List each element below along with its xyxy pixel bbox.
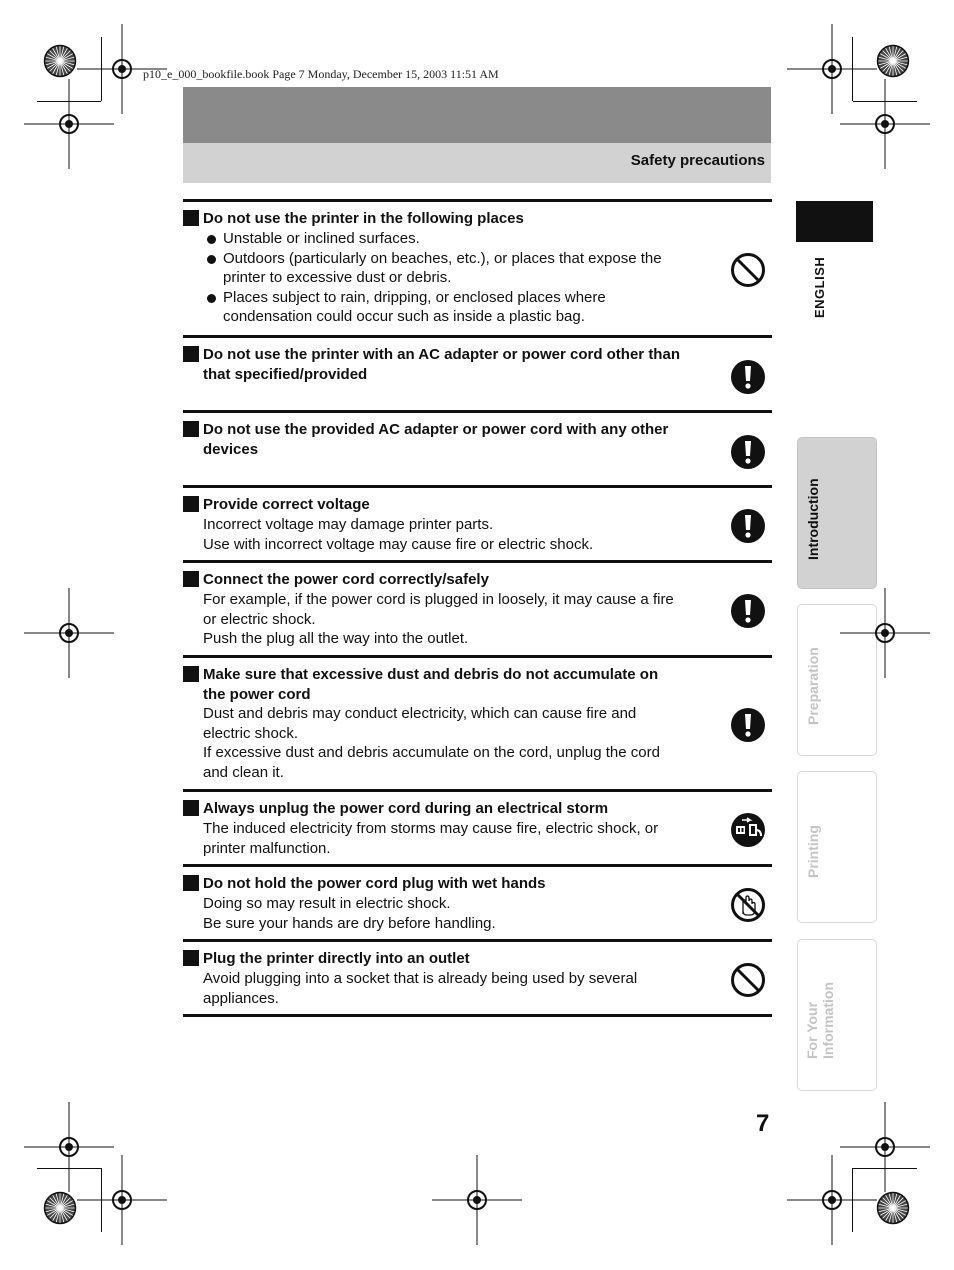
section-marker bbox=[183, 496, 199, 512]
no-wet-hands-icon bbox=[730, 887, 766, 923]
safety-section bbox=[183, 789, 772, 864]
section-title: Provide correct voltage bbox=[203, 496, 370, 513]
mandatory-icon bbox=[730, 508, 766, 544]
page-title: Safety precautions bbox=[630, 152, 765, 169]
prohibition-icon bbox=[730, 962, 766, 998]
safety-section bbox=[183, 199, 772, 335]
body-text: For example, if the power cord is plugged in loosely, it may cause a fire or electric shock. bbox=[203, 591, 674, 628]
section-title: Connect the power cord correctly/safely bbox=[203, 571, 489, 588]
safety-section bbox=[183, 410, 772, 485]
body-text: Avoid plugging into a socket that is already being used by several appliances. bbox=[203, 970, 638, 1007]
section-title: Do not use the printer in the following places bbox=[203, 210, 524, 227]
registration-target bbox=[876, 44, 910, 78]
safety-section bbox=[183, 485, 772, 560]
body-text: If excessive dust and debris accumulate on the cord, unplug the cord and clean it. bbox=[203, 744, 660, 781]
crosshair-mark bbox=[432, 1155, 522, 1245]
bullet-item: Unstable or inclined surfaces. bbox=[203, 229, 683, 249]
safety-section bbox=[183, 864, 772, 939]
trim-line bbox=[37, 1168, 101, 1169]
tab-label: Introduction bbox=[805, 478, 821, 560]
mandatory-icon bbox=[730, 359, 766, 395]
tab-label: Preparation bbox=[805, 647, 821, 725]
body-text: Be sure your hands are dry before handling. bbox=[203, 914, 496, 932]
section-title: Make sure that excessive dust and debris do not accumulate on the power cord bbox=[203, 666, 659, 703]
header-band bbox=[183, 143, 771, 183]
section-marker bbox=[183, 571, 199, 587]
section-marker bbox=[183, 950, 199, 966]
safety-section bbox=[183, 939, 772, 1017]
safety-section bbox=[183, 335, 772, 410]
tab-for-your-information[interactable] bbox=[797, 939, 877, 1091]
crosshair-mark bbox=[840, 79, 930, 169]
trim-line bbox=[853, 1168, 917, 1169]
prohibition-icon bbox=[730, 252, 766, 288]
registration-target bbox=[43, 1191, 77, 1225]
section-marker bbox=[183, 875, 199, 891]
safety-section bbox=[183, 560, 772, 655]
section-body bbox=[203, 894, 683, 933]
section-body bbox=[203, 969, 683, 1008]
section-marker bbox=[183, 800, 199, 816]
safety-sections bbox=[183, 199, 772, 1017]
crosshair-mark bbox=[24, 588, 114, 678]
body-text: Incorrect voltage may damage printer parts. bbox=[203, 516, 494, 533]
tab-printing[interactable] bbox=[797, 771, 877, 923]
trim-line bbox=[101, 1168, 102, 1232]
unplug-icon bbox=[730, 812, 766, 848]
section-marker bbox=[183, 346, 199, 362]
section-bullets bbox=[203, 229, 683, 327]
section-title: Plug the printer directly into an outlet bbox=[203, 950, 470, 967]
section-body bbox=[203, 590, 683, 649]
body-text: Push the plug all the way into the outlet. bbox=[203, 630, 469, 648]
crosshair-mark bbox=[840, 588, 930, 678]
section-marker bbox=[183, 666, 199, 682]
mandatory-icon bbox=[730, 434, 766, 470]
section-title: Always unplug the power cord during an electrical storm bbox=[203, 800, 609, 817]
safety-section bbox=[183, 655, 772, 789]
trim-line bbox=[853, 101, 917, 102]
section-marker bbox=[183, 210, 199, 226]
trim-line bbox=[852, 1168, 853, 1232]
mandatory-icon bbox=[730, 707, 766, 743]
language-block bbox=[796, 201, 873, 242]
section-title: Do not use the printer with an AC adapter or power cord other than that specified/provided bbox=[203, 346, 680, 383]
section-body bbox=[203, 704, 683, 782]
body-text: The induced electricity from storms may cause fire, electric shock, or printer malfunction. bbox=[203, 820, 659, 857]
mandatory-icon bbox=[730, 593, 766, 629]
bullet-item: Outdoors (particularly on beaches, etc.), or places that expose the printer to excessive dust or debris. bbox=[203, 249, 683, 288]
section-marker bbox=[183, 421, 199, 437]
header-band-dark bbox=[183, 87, 771, 143]
section-body bbox=[203, 515, 683, 554]
print-header: p10_e_000_bookfile.book Page 7 Monday, December 15, 2003 11:51 AM bbox=[143, 67, 499, 81]
trim-line bbox=[37, 101, 101, 102]
body-text: Doing so may result in electric shock. bbox=[203, 895, 451, 912]
body-text: Dust and debris may conduct electricity, which can cause fire and electric shock. bbox=[203, 705, 637, 742]
language-label: ENGLISH bbox=[812, 256, 827, 318]
bullet-item: Places subject to rain, dripping, or enclosed places where condensation could occur such as inside a plastic bag. bbox=[203, 288, 683, 327]
registration-target bbox=[43, 44, 77, 78]
registration-target bbox=[876, 1191, 910, 1225]
tab-introduction[interactable] bbox=[797, 437, 877, 589]
trim-line bbox=[101, 37, 102, 101]
section-title: Do not hold the power cord plug with wet hands bbox=[203, 875, 546, 892]
tab-label: For Your Information bbox=[804, 982, 836, 1059]
section-title: Do not use the provided AC adapter or power cord with any other devices bbox=[203, 421, 669, 458]
section-body bbox=[203, 819, 683, 858]
trim-line bbox=[852, 37, 853, 101]
tab-label: Printing bbox=[805, 825, 821, 878]
page-number: 7 bbox=[756, 1110, 770, 1137]
body-text: Use with incorrect voltage may cause fire or electric shock. bbox=[203, 535, 594, 553]
